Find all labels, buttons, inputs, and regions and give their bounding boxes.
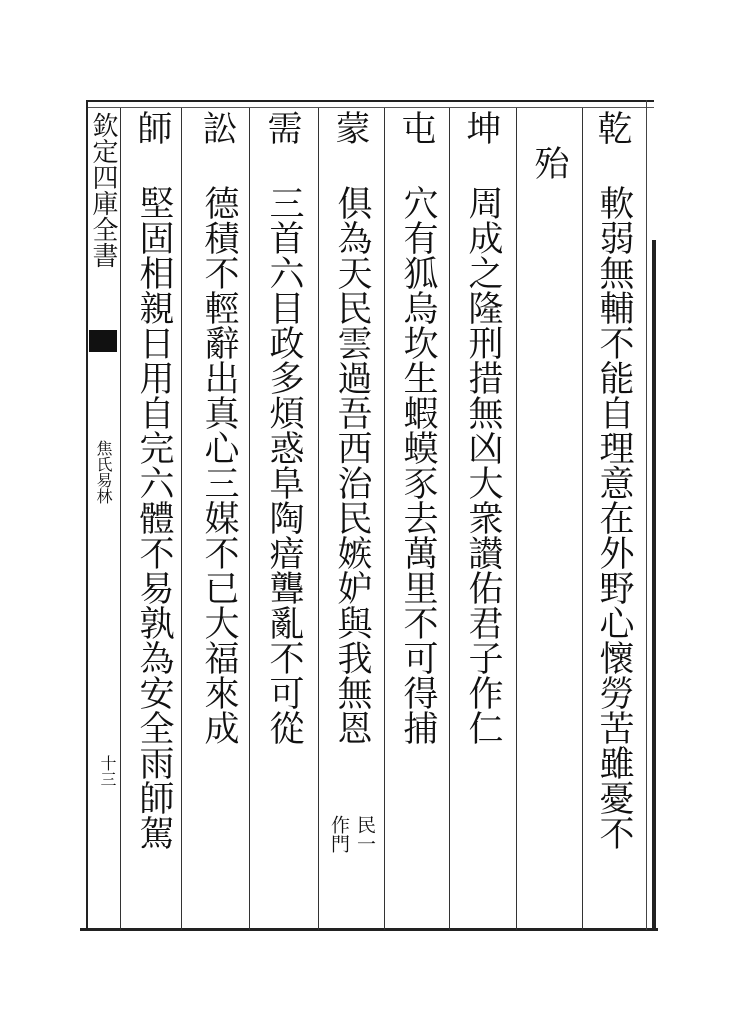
frame-right-border	[652, 240, 656, 930]
verse-text: 軟弱無輔不能自理意在外野心懷勞苦雖憂不	[594, 185, 634, 850]
annotation-note: 作門	[328, 815, 350, 853]
margin-subtitle: 焦氏易林	[94, 440, 113, 504]
column-rule	[181, 108, 182, 930]
hexagram-heading: 訟	[197, 110, 237, 145]
column-rule	[384, 108, 385, 930]
margin-title: 欽定四庫全書	[88, 112, 118, 268]
column-rule	[120, 108, 121, 930]
verse-text: 殆	[529, 145, 569, 180]
frame-top-border	[86, 100, 654, 102]
column-rule	[449, 108, 450, 930]
column-rule	[582, 108, 583, 930]
verse-text: 三首六目政多煩惑阜陶瘖聾亂不可從	[264, 185, 304, 745]
frame-top-inner-border	[86, 107, 654, 108]
hexagram-heading: 需	[262, 110, 302, 145]
column-rule	[318, 108, 319, 930]
column-rule	[249, 108, 250, 930]
verse-text: 堅固相親日用自完六體不易孰為安全雨師駕	[134, 185, 174, 850]
frame-right-inner-border	[646, 100, 647, 930]
hexagram-heading: 蒙	[330, 110, 370, 145]
hexagram-heading: 屯	[396, 110, 436, 145]
verse-text: 周成之隆刑措無凶大衆讃佑君子作仁	[463, 185, 503, 745]
hexagram-heading: 師	[132, 110, 172, 145]
fish-tail-mark	[89, 330, 117, 352]
hexagram-heading: 乾	[592, 110, 632, 145]
annotation-note: 民一	[354, 815, 376, 853]
verse-text: 德積不輕辭出真心三媒不已大福來成	[199, 185, 239, 745]
margin-page-number: 十三	[98, 755, 117, 787]
column-rule	[516, 108, 517, 930]
hexagram-heading: 坤	[461, 110, 501, 145]
verse-text: 俱為天民雲過吾西治民嫉妒與我無恩	[332, 185, 372, 745]
frame-bottom-border	[80, 928, 658, 931]
verse-text: 穴有狐烏坎生蝦蟆豕去萬里不可得捕	[398, 185, 438, 745]
